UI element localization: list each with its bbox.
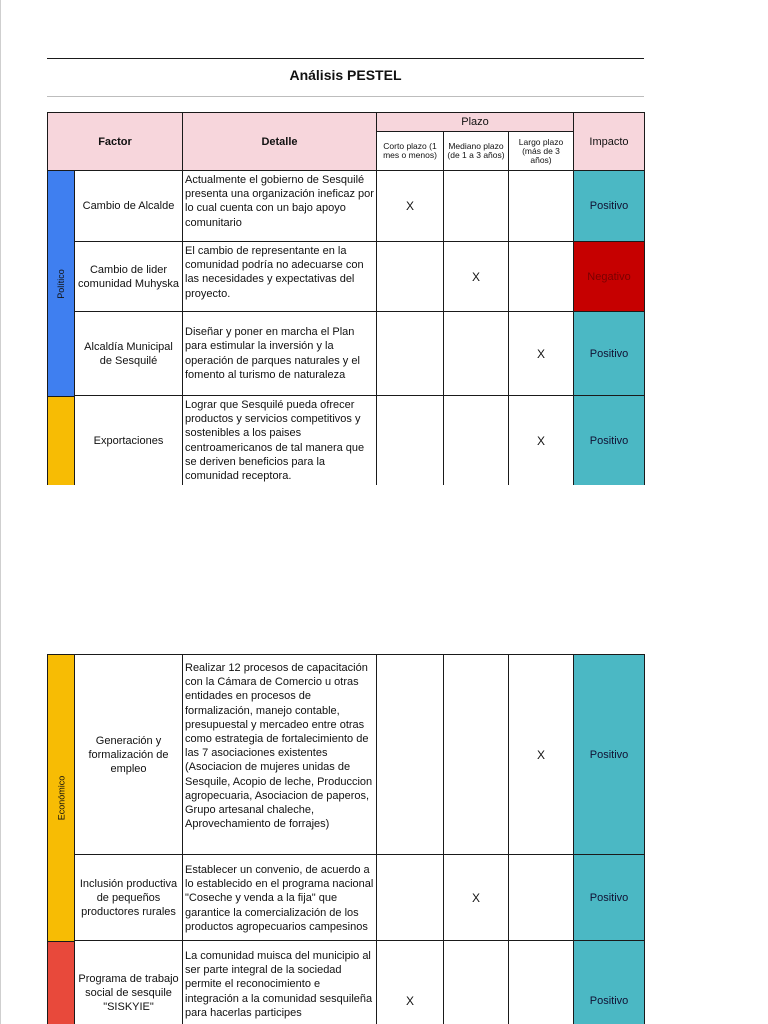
header-mediano-plazo: Mediano plazo (de 1 a 3 años): [444, 132, 509, 171]
row-7-mediano: [444, 941, 509, 1024]
row-6-corto: [377, 855, 444, 941]
row-2-corto: [377, 242, 444, 312]
pestel-table-bottom: [47, 654, 645, 1024]
page-left-edge: [0, 0, 1, 1024]
row-1-impacto: Positivo: [574, 171, 644, 242]
row-4-impacto: Positivo: [574, 396, 644, 485]
header-factor: Factor: [48, 113, 183, 171]
row-7-detalle: La comunidad muisca del municipio al ser parte integral de la sociedad permite el reconocimiento e integración a la comunidad sesquileña para hacerlas participes: [183, 941, 377, 1024]
row-3-mediano: [444, 312, 509, 396]
row-7-factor: Programa de trabajo social de sesquile "SISKYIE": [75, 941, 183, 1024]
header-detalle: Detalle: [183, 113, 377, 171]
row-5-corto: [377, 655, 444, 855]
row-2-largo: [509, 242, 574, 312]
row-3-corto: [377, 312, 444, 396]
category-social: [48, 941, 75, 1024]
row-7-largo: [509, 941, 574, 1024]
row-1-detalle: Actualmente el gobierno de Sesquilé presenta una organización ineficaz por lo cual cuenta con un bajo apoyo comunitario: [183, 171, 377, 242]
header-largo-plazo: Largo plazo (más de 3 años): [509, 132, 574, 171]
row-2-detalle: El cambio de representante en la comunidad podría no adecuarse con las necesidades y expectativas del proyecto.: [183, 242, 377, 312]
row-3-largo: X: [509, 312, 574, 396]
row-6-largo: [509, 855, 574, 941]
title-top-rule: [47, 58, 644, 59]
category-politico-label: Político: [56, 268, 67, 299]
row-5-impacto: Positivo: [574, 655, 644, 855]
category-economico: [48, 655, 75, 941]
row-1-factor: Cambio de Alcalde: [75, 171, 183, 242]
row-4-factor: Exportaciones: [75, 396, 183, 485]
category-politico: [48, 171, 75, 396]
row-4-largo: X: [509, 396, 574, 485]
row-3-factor: Alcaldía Municipal de Sesquilé: [75, 312, 183, 396]
header-corto-plazo: Corto plazo (1 mes o menos): [377, 132, 444, 171]
row-2-impacto: Negativo: [574, 242, 644, 312]
row-6-detalle: Establecer un convenio, de acuerdo a lo establecido en el programa nacional "Coseche y venda a la fija" que garantice la comercialización de los productos agropecuarios campesinos: [183, 855, 377, 941]
row-2-factor: Cambio de lider comunidad Muhyska: [75, 242, 183, 312]
page-title: Análisis PESTEL: [289, 67, 402, 83]
row-4-mediano: [444, 396, 509, 485]
row-6-mediano: X: [444, 855, 509, 941]
pestel-table-top: [47, 112, 645, 485]
row-2-mediano: X: [444, 242, 509, 312]
row-1-corto: X: [377, 171, 444, 242]
category-economico-label: Económico: [56, 775, 66, 821]
row-5-factor: Generación y formalización de empleo: [75, 655, 183, 855]
row-3-impacto: Positivo: [574, 312, 644, 396]
header-impacto: Impacto: [574, 113, 644, 171]
row-5-mediano: [444, 655, 509, 855]
row-5-largo: X: [509, 655, 574, 855]
row-6-impacto: Positivo: [574, 855, 644, 941]
row-4-detalle: Lograr que Sesquilé pueda ofrecer productos y servicios competitivos y sostenibles a los paises centroamericanos de tal manera que se deriven beneficios para la comunidad receptora.: [183, 396, 377, 485]
row-3-detalle: Diseñar y poner en marcha el Plan para estimular la inversión y la operación de parques naturales y el fomento al turismo de naturaleza: [183, 312, 377, 396]
row-6-factor: Inclusión productiva de pequeños productores rurales: [75, 855, 183, 941]
row-5-detalle: Realizar 12 procesos de capacitación con la Cámara de Comercio u otras entidades en procesos de formalización, manejo contable, presupuestal y mercadeo entre otras como estrategia de fortalecimiento de las 7 asociaciones existentes (Asociacion de mujeres unidas de Sesquile, Acopio de leche, Produccion agropecuaria, Asociacion de paperos, Grupo artesanal chaleche, Aprovechamiento de forrajes): [183, 655, 377, 855]
row-7-corto: X: [377, 941, 444, 1024]
row-7-impacto: Positivo: [574, 941, 644, 1024]
row-1-mediano: [444, 171, 509, 242]
header-plazo: Plazo: [377, 113, 574, 132]
title-bottom-rule: [47, 96, 644, 97]
category-economico-top: [48, 396, 75, 485]
row-4-corto: [377, 396, 444, 485]
row-1-largo: [509, 171, 574, 242]
